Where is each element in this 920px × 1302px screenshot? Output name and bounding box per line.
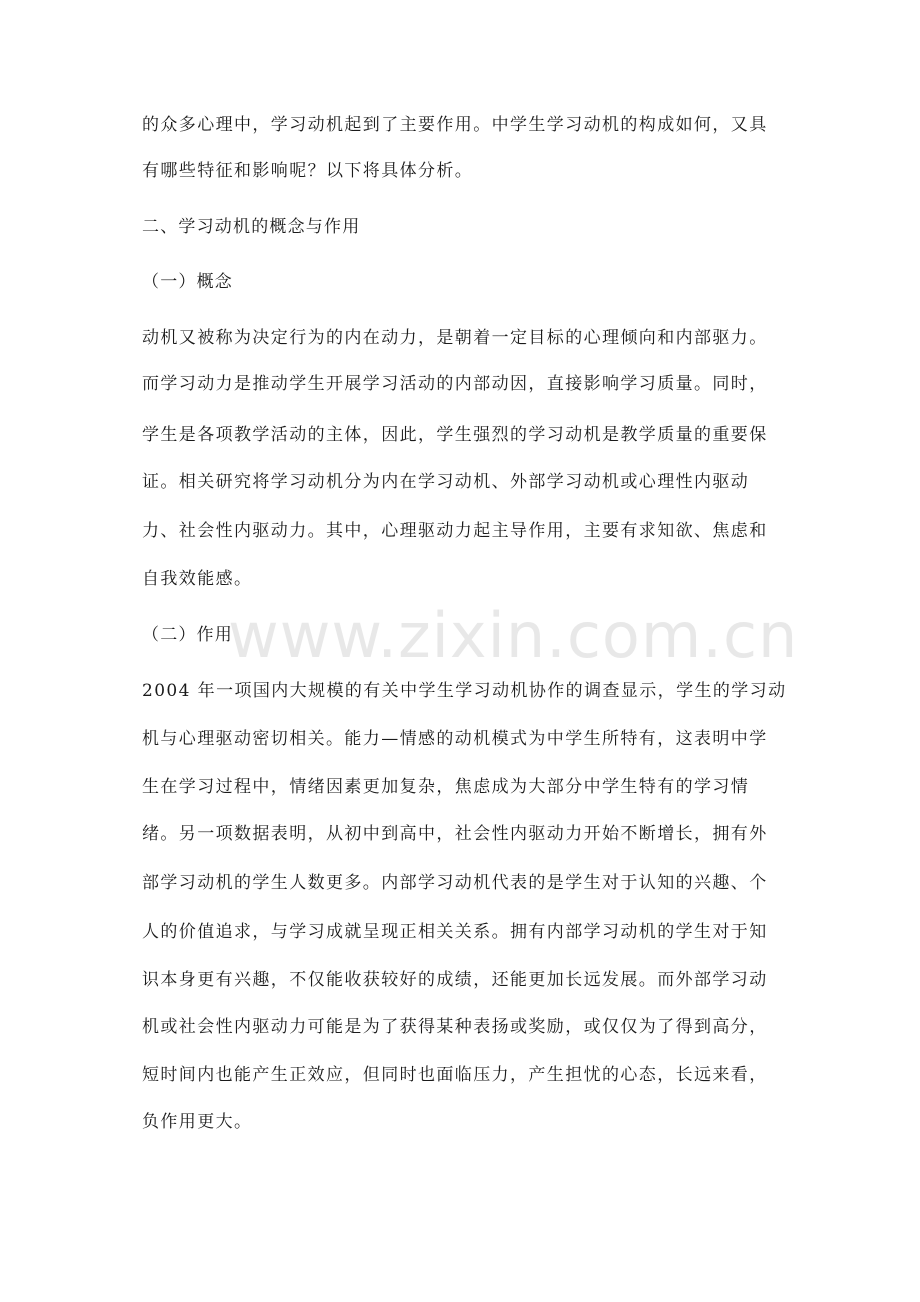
text-line: 的众多心理中，学习动机起到了主要作用。中学生学习动机的构成如何，又具: [142, 115, 768, 135]
text-line: 绪。另一项数据表明，从初中到高中，社会性内驱动力开始不断增长，拥有外: [142, 824, 768, 844]
text-line: 自我效能感。: [142, 569, 253, 589]
subsection-heading-concept: （一）概念: [142, 272, 233, 292]
text-line: 机或社会性内驱动力可能是为了获得某种表扬或奖励，或仅仅为了得到高分，: [142, 1017, 768, 1037]
text-line: 生在学习过程中，情绪因素更加复杂，焦虑成为大部分中学生特有的学习情: [142, 777, 750, 797]
text-line: 而学习动力是推动学生开展学习活动的内部动因，直接影响学习质量。同时，: [142, 374, 768, 394]
text-line: 短时间内也能产生正效应，但同时也面临压力，产生担忧的心态，长远来看，: [142, 1065, 768, 1085]
text-line: 机与心理驱动密切相关。能力—情感的动机模式为中学生所特有，这表明中学: [142, 729, 768, 749]
text-line: 2004 年一项国内大规模的有关中学生学习动机协作的调查显示，学生的学习动: [142, 681, 787, 701]
text-line: 负作用更大。: [142, 1112, 253, 1132]
text-line: 识本身更有兴趣，不仅能收获较好的成绩，还能更加长远发展。而外部学习动: [142, 970, 768, 990]
subsection-heading-function: （二）作用: [142, 625, 233, 645]
text-line: 部学习动机的学生人数更多。内部学习动机代表的是学生对于认知的兴趣、个: [142, 873, 768, 893]
text-line: 学生是各项教学活动的主体，因此，学生强烈的学习动机是教学质量的重要保: [142, 425, 768, 445]
text-line: 人的价值追求，与学习成就呈现正相关关系。拥有内部学习动机的学生对于知: [142, 922, 768, 942]
text-line: 动机又被称为决定行为的内在动力，是朝着一定目标的心理倾向和内部驱力。: [142, 328, 768, 348]
watermark: www.zixin.com.cn: [228, 599, 799, 672]
text-line: 有哪些特征和影响呢？以下将具体分析。: [142, 161, 474, 181]
section-heading: 二、学习动机的概念与作用: [142, 217, 361, 237]
text-line: 证。相关研究将学习动机分为内在学习动机、外部学习动机或心理性内驱动: [142, 472, 750, 492]
text-line: 力、社会性内驱动力。其中，心理驱动力起主导作用，主要有求知欲、焦虑和: [142, 521, 768, 541]
